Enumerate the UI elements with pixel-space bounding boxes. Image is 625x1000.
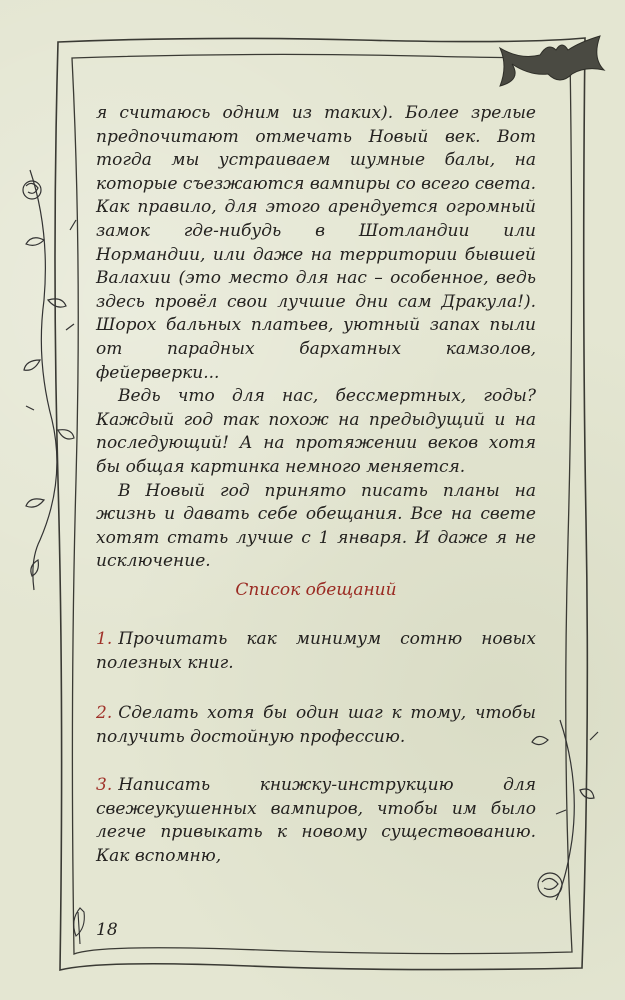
page-number: 18 [96, 920, 118, 940]
rose-icon [538, 873, 562, 897]
list-item [96, 702, 536, 749]
intro-paragraph-3: В Новый год принято писать планы на жизнь и давать себе обещания. Все на свете хотят стать лучше с 1 января. И даже я не исключение. [96, 480, 536, 572]
intro-paragraph-1: я считаюсь одним из таких). Более зрелые предпочитают отмечать Новый век. Вот тогда мы устраиваем шумные балы, на которые съезжаются вампиры со всего света. Как правило, для этого арендуется огромный замок где-нибудь в Шотландии или Нормандии, или даже на территории бывшей Валахии (это место для нас – особенное, ведь здесь провёл свои лучшие дни сам Дракула!). Шорох бальных платьев, уютный запах пыли от парадных бархатных камзолов, фейерверки... [96, 103, 536, 383]
list-item-number: 2. [96, 703, 113, 723]
rose-icon [23, 181, 41, 199]
intro-paragraph-2: Ведь что для нас, бессмертных, годы? Каждый год так похож на предыдущий и на последующий! А на протяжении веков хотя бы общая картинка немного меняется. [96, 386, 536, 477]
left-vine-decoration [23, 170, 76, 590]
bat-icon [500, 36, 604, 86]
list-item [96, 628, 536, 675]
list-item-text: Сделать хотя бы один шаг к тому, чтобы получить достойную профессию. [96, 703, 536, 747]
leaf-icon [74, 908, 85, 944]
list-item-number: 3. [96, 775, 113, 795]
list-item-text: Написать книжку-инструкцию для свежеукушенных вампиров, чтобы им было легче привыкать к новому существованию. Как вспомню, [96, 775, 536, 866]
list-item-number: 1. [96, 629, 113, 649]
list-item [96, 774, 536, 868]
list-title: Список обещаний [235, 580, 397, 600]
right-vine-decoration [532, 720, 598, 900]
intro-text [96, 102, 536, 574]
list-item-text: Прочитать как минимум сотню новых полезных книг. [96, 629, 536, 673]
